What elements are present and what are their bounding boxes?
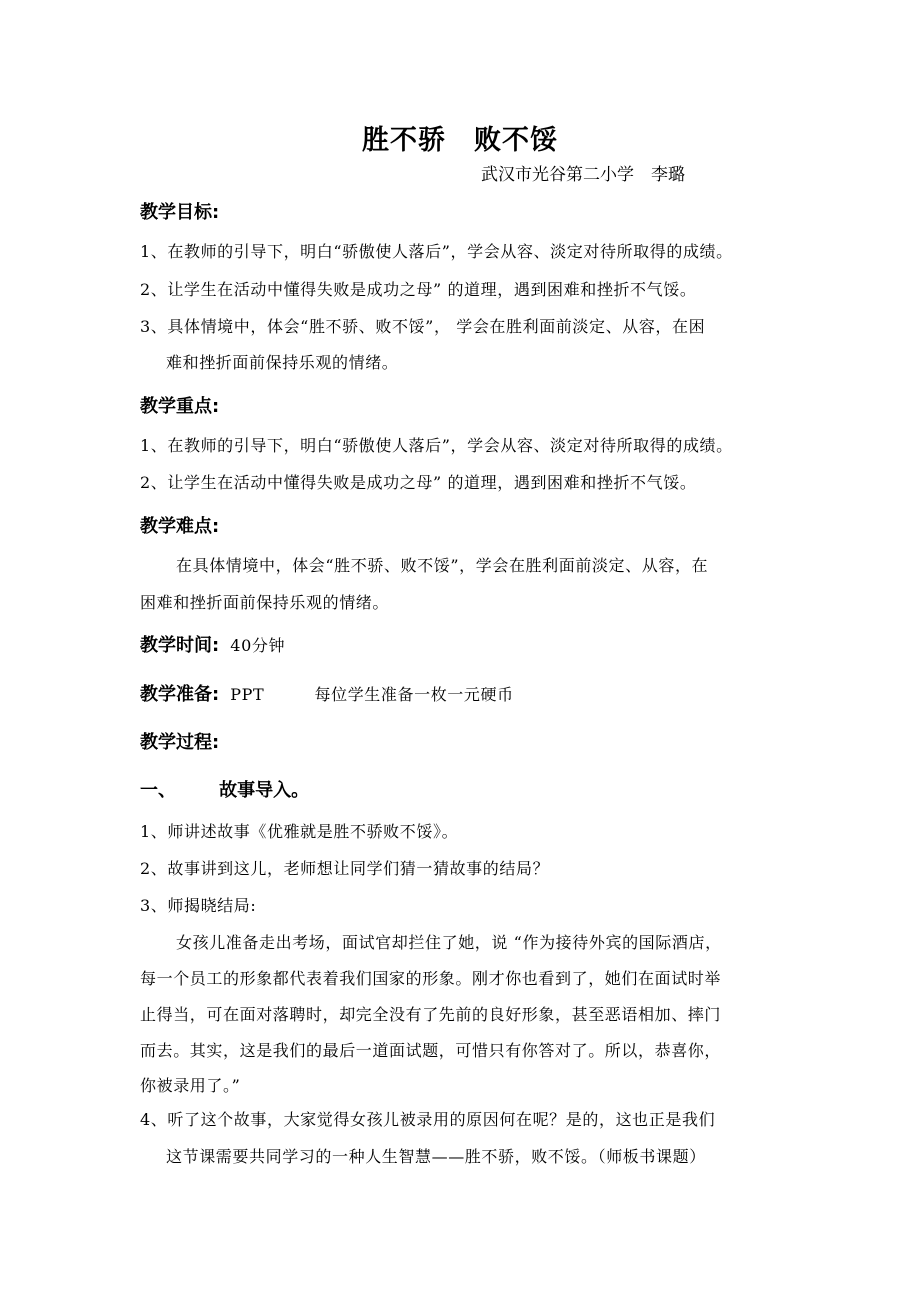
prep-value-coin: 每位学生准备一枚一元硬币 [314,685,514,704]
story-line: 止得当，可在面对落聘时，却完全没有了先前的良好形象，甚至恶语相加、摔门 [140,1005,722,1024]
time-label: 教学时间: [140,635,220,656]
time-row [140,631,285,657]
prep-label: 教学准备: [140,684,220,705]
time-value: 40分钟 [230,636,286,655]
key-points-heading: 教学重点: [140,396,220,417]
section-heading [140,776,309,802]
difficulties-heading: 教学难点: [140,516,220,537]
key-point-item: 2、让学生在活动中懂得失败是成功之母” 的道理，遇到困难和挫折不气馁。 [140,473,697,492]
step-item: 1、师讲述故事《优雅就是胜不骄败不馁》。 [140,822,459,841]
process-heading: 教学过程: [140,732,220,753]
story-line: 每一个员工的形象都代表着我们国家的形象。刚才你也看到了，她们在面试时举 [140,969,722,988]
prep-row [140,680,514,706]
step-item: 2、故事讲到这儿，老师想让同学们猜一猜故事的结局？ [140,859,550,878]
objective-item-continued: 难和挫折面前保持乐观的情绪。 [166,353,399,372]
step-item: 3、师揭晓结局: [140,896,257,915]
objectives-heading: 教学目标: [140,202,220,223]
difficulties-line: 困难和挫折面前保持乐观的情绪。 [140,593,390,612]
difficulties-line: 在具体情境中，体会“胜不骄、败不馁”，学会在胜利面前淡定、从容，在 [176,556,709,575]
objective-item: 1、在教师的引导下，明白“骄傲使人落后”，学会从容、淡定对待所取得的成绩。 [140,242,733,261]
section-title: 故事导入。 [219,780,310,801]
section-number: 一、 [140,780,176,801]
story-line: 女孩儿准备走出考场，面试官却拦住了她，说 “作为接待外宾的国际酒店， [176,933,722,952]
step-item: 4、听了这个故事，大家觉得女孩儿被录用的原因何在呢？是的，这也正是我们 [140,1110,716,1129]
key-point-item: 1、在教师的引导下，明白“骄傲使人落后”，学会从容、淡定对待所取得的成绩。 [140,436,733,455]
story-line: 你被录用了。” [140,1076,241,1095]
document-title: 胜不骄 败不馁 [362,125,558,156]
story-line: 而去。其实，这是我们的最后一道面试题，可惜只有你答对了。所以，恭喜你， [140,1041,722,1060]
prep-value-ppt: PPT [230,685,265,704]
author-line: 武汉市光谷第二小学 李璐 [481,165,685,185]
step-item-continued: 这节课需要共同学习的一种人生智慧——胜不骄，败不馁。（师板书课题） [166,1147,706,1166]
objective-item: 2、让学生在活动中懂得失败是成功之母” 的道理，遇到困难和挫折不气馁。 [140,280,697,299]
objective-item: 3、具体情境中，体会“胜不骄、败不馁”， 学会在胜利面前淡定、从容，在困 [140,317,706,336]
